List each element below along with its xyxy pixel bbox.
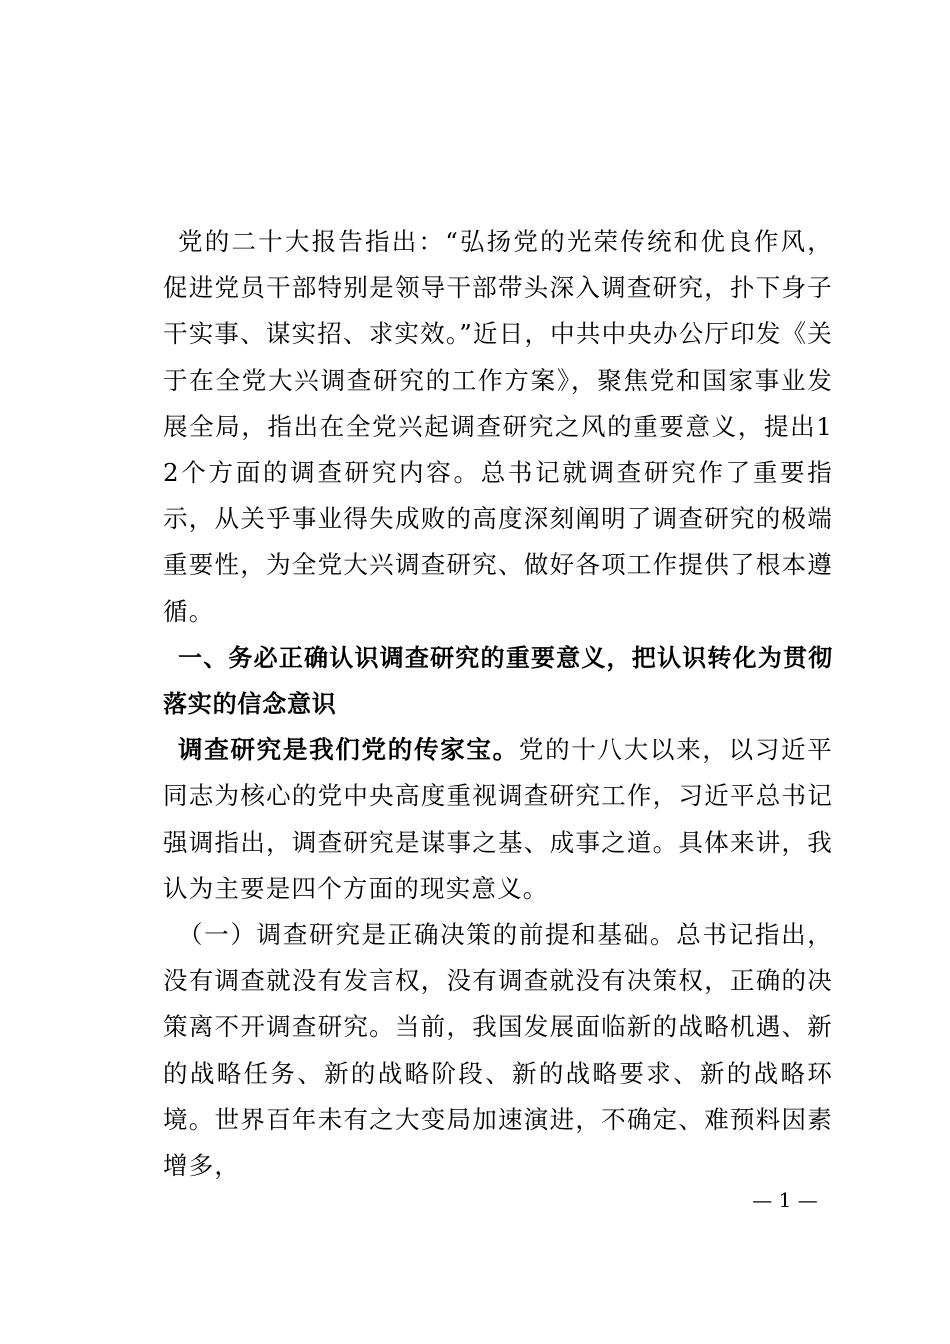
section-1-lead-sentence: 调查研究是我们党的传家宝。	[178, 735, 519, 765]
document-body	[163, 219, 833, 1189]
subsection-1-lead-sentence: （一）调查研究是正确决策的前提和基础。	[178, 920, 677, 950]
subsection-1-body-text: 总书记指出，没有调查就没有发言权，没有调查就没有决策权，正确的决策离不开调查研究。当前，我国发展面临新的战略机遇、新的战略任务、新的战略阶段、新的战略要求、新的战略环境。世界百年未有之大变局加速演进，不确定、难预料因素增多，	[163, 920, 833, 1181]
section-heading-1: 一、务必正确认识调查研究的重要意义，把认识转化为贯彻落实的信念意识	[163, 643, 833, 719]
section-1-body-text: 党的十八大以来，以习近平同志为核心的党中央高度重视调查研究工作，习近平总书记强调指出，调查研究是谋事之基、成事之道。具体来讲，我认为主要是四个方面的现实意义。	[163, 735, 833, 903]
page-number: — 1 —	[752, 1188, 818, 1212]
subsection-1-paragraph	[163, 912, 833, 1189]
intro-paragraph: 党的二十大报告指出：“弘扬党的光荣传统和优良作风，促进党员干部特别是领导干部带头深入调查研究，扑下身子干实事、谋实招、求实效。”近日，中共中央办公厅印发《关于在全党大兴调查研究的工作方案》，聚焦党和国家事业发展全局，指出在全党兴起调查研究之风的重要意义，提出12个方面的调查研究内容。总书记就调查研究作了重要指示，从关乎事业得失成败的高度深刻阐明了调查研究的极端重要性，为全党大兴调查研究、做好各项工作提供了根本遵循。	[163, 227, 833, 626]
section-1-paragraph	[163, 727, 833, 912]
